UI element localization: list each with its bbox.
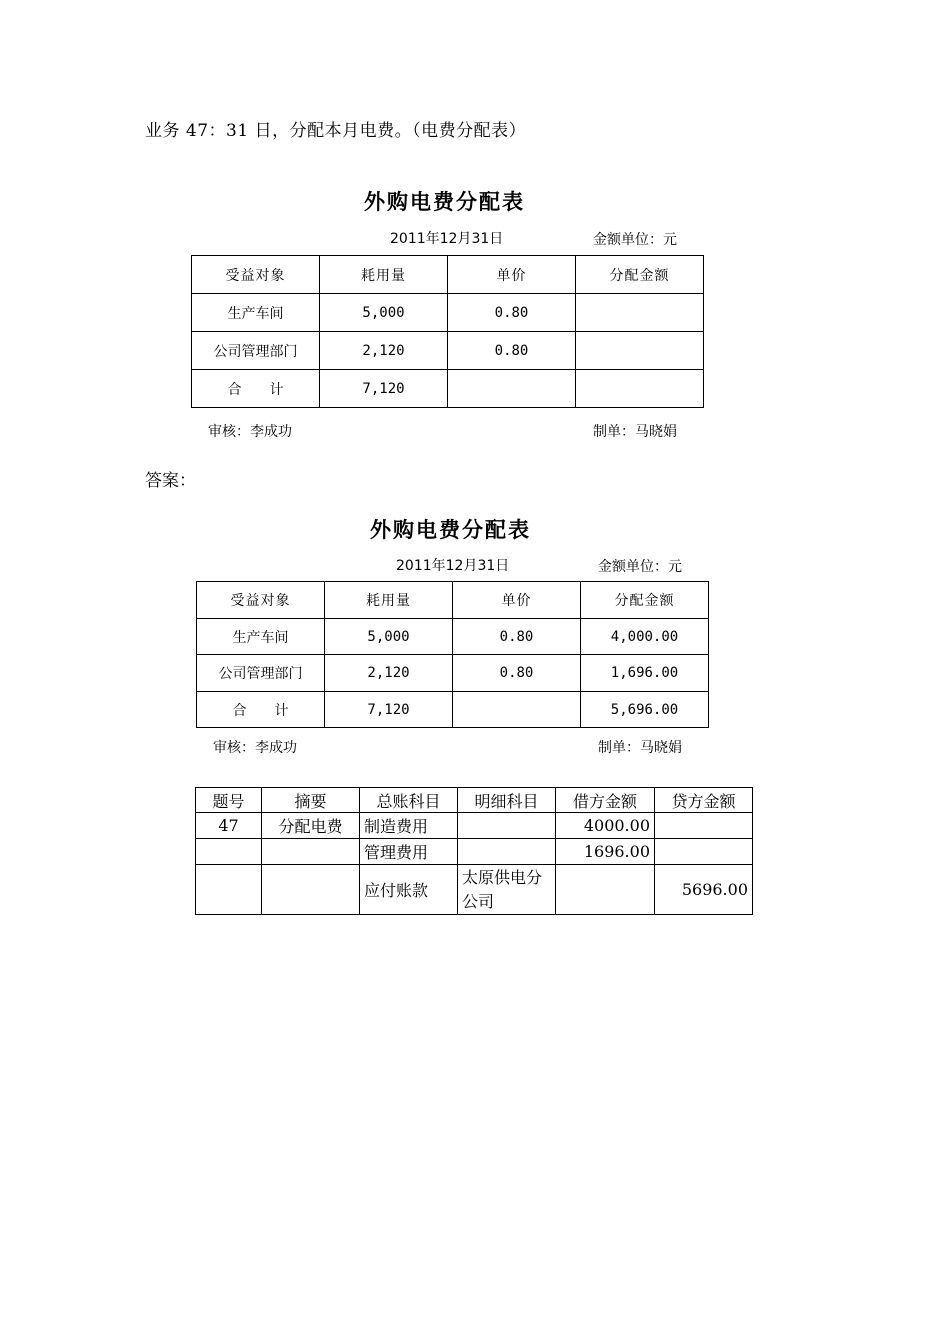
credit-cell <box>655 839 753 865</box>
debit-cell: 1696.00 <box>556 839 655 865</box>
sub-account-cell: 太原供电分公司 <box>458 865 556 915</box>
unit-price-cell: 0.80 <box>453 655 581 692</box>
allocation-table <box>191 255 704 408</box>
table-row <box>196 813 753 839</box>
answer-label: 答案： <box>145 471 196 491</box>
header-cell: 总账科目 <box>360 788 458 813</box>
header-cell: 受益对象 <box>192 256 320 294</box>
usage-cell: 7,120 <box>320 370 448 408</box>
beneficiary-cell: 合 计 <box>197 692 325 728</box>
general-account-cell: 应付账款 <box>360 865 458 915</box>
general-account-cell: 管理费用 <box>360 839 458 865</box>
total-row <box>192 370 704 408</box>
total-row <box>197 692 709 728</box>
intro-text: 业务 47：31 日，分配本月电费。（电费分配表） <box>145 121 527 141</box>
beneficiary-cell: 生产车间 <box>197 619 325 655</box>
usage-cell: 2,120 <box>320 332 448 370</box>
table-row <box>192 332 704 370</box>
header-cell: 耗用量 <box>320 256 448 294</box>
beneficiary-cell: 公司管理部门 <box>192 332 320 370</box>
journal-entry-table <box>195 787 753 915</box>
form-title: 外购电费分配表 <box>364 190 525 214</box>
amount-cell <box>576 294 704 332</box>
allocation-table <box>196 581 709 728</box>
credit-cell <box>655 813 753 839</box>
unit-price-cell <box>453 692 581 728</box>
header-cell: 贷方金额 <box>655 788 753 813</box>
preparer: 制单：马晓娟 <box>598 740 682 756</box>
form-date: 2011年12月31日 <box>390 231 504 247</box>
table-header-row <box>197 582 709 619</box>
unit-price-cell: 0.80 <box>448 332 576 370</box>
header-cell: 借方金额 <box>556 788 655 813</box>
amount-cell: 4,000.00 <box>581 619 709 655</box>
header-cell: 题号 <box>196 788 262 813</box>
amount-cell <box>576 332 704 370</box>
reviewer: 审核：李成功 <box>213 740 297 756</box>
credit-cell: 5696.00 <box>655 865 753 915</box>
header-cell: 单价 <box>453 582 581 619</box>
debit-cell <box>556 865 655 915</box>
reviewer: 审核：李成功 <box>208 424 292 440</box>
unit-price-cell: 0.80 <box>448 294 576 332</box>
usage-cell: 5,000 <box>325 619 453 655</box>
table-row <box>197 619 709 655</box>
form-date: 2011年12月31日 <box>396 558 510 574</box>
summary-cell <box>262 865 360 915</box>
header-cell: 分配金额 <box>576 256 704 294</box>
unit-price-cell <box>448 370 576 408</box>
sub-account-cell <box>458 839 556 865</box>
header-cell: 摘要 <box>262 788 360 813</box>
summary-cell: 分配电费 <box>262 813 360 839</box>
unit-price-cell: 0.80 <box>453 619 581 655</box>
beneficiary-cell: 生产车间 <box>192 294 320 332</box>
table-row <box>196 865 753 915</box>
usage-cell: 5,000 <box>320 294 448 332</box>
amount-cell: 1,696.00 <box>581 655 709 692</box>
amount-unit: 金额单位：元 <box>593 232 677 248</box>
preparer: 制单：马晓娟 <box>593 424 677 440</box>
usage-cell: 2,120 <box>325 655 453 692</box>
sub-account-cell <box>458 813 556 839</box>
form-title: 外购电费分配表 <box>370 518 531 542</box>
header-cell: 耗用量 <box>325 582 453 619</box>
table-row <box>196 839 753 865</box>
entry-number-cell <box>196 839 262 865</box>
amount-cell: 5,696.00 <box>581 692 709 728</box>
amount-unit: 金额单位：元 <box>598 559 682 575</box>
amount-cell <box>576 370 704 408</box>
beneficiary-cell: 公司管理部门 <box>197 655 325 692</box>
header-cell: 单价 <box>448 256 576 294</box>
table-row <box>192 294 704 332</box>
header-cell: 明细科目 <box>458 788 556 813</box>
general-account-cell: 制造费用 <box>360 813 458 839</box>
header-cell: 分配金额 <box>581 582 709 619</box>
debit-cell: 4000.00 <box>556 813 655 839</box>
journal-header-row <box>196 788 753 813</box>
summary-cell <box>262 839 360 865</box>
usage-cell: 7,120 <box>325 692 453 728</box>
table-row <box>197 655 709 692</box>
table-header-row <box>192 256 704 294</box>
beneficiary-cell: 合 计 <box>192 370 320 408</box>
entry-number-cell: 47 <box>196 813 262 839</box>
header-cell: 受益对象 <box>197 582 325 619</box>
entry-number-cell <box>196 865 262 915</box>
